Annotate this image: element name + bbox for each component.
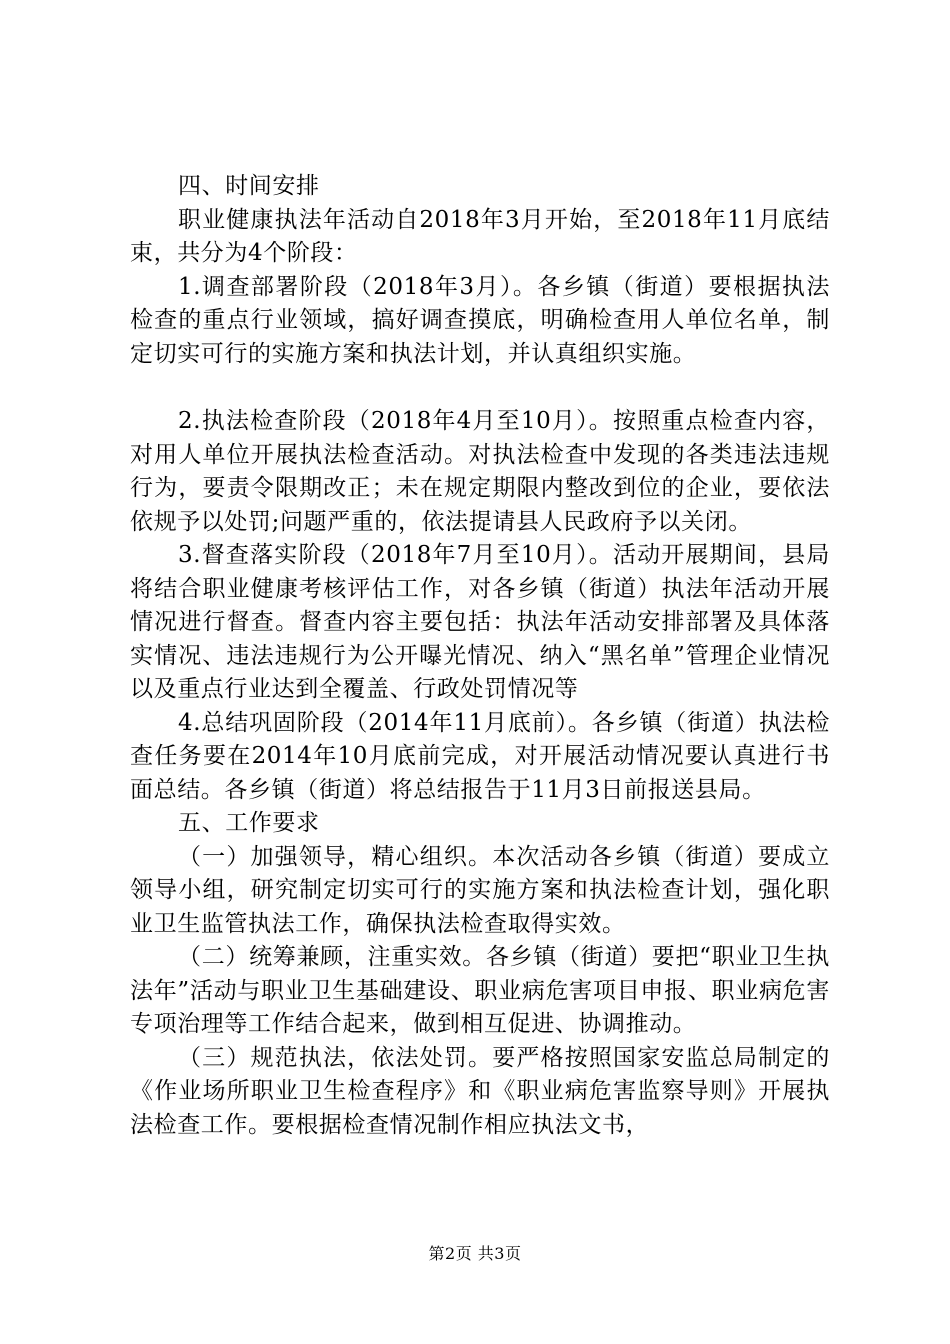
requirement-3-paragraph: （三）规范执法，依法处罚。要严格按照国家安监总局制定的《作业场所职业卫生检查程序》和《职业病危害监察导则》开展执法检查工作。要根据检查情况制作相应执法文书， <box>130 1044 830 1138</box>
requirement-2-paragraph: （二）统筹兼顾，注重实效。各乡镇（街道）要把“职业卫生执法年”活动与职业卫生基础建设、职业病危害项目申报、职业病危害专项治理等工作结合起来，做到相互促进、协调推动。 <box>130 944 830 1037</box>
page-number-footer: 第2页 共3页 <box>428 1244 522 1263</box>
document-body <box>130 170 830 1142</box>
section-heading-schedule: 四、时间安排 <box>178 173 320 199</box>
requirement-1-paragraph: （一）加强领导，精心组织。本次活动各乡镇（街道）要成立领导小组，研究制定切实可行的实施方案和执法检查计划，强化职业卫生监管执法工作，确保执法检查取得实效。 <box>130 843 830 937</box>
stage-4-paragraph: 4.总结巩固阶段（2014年11月底前）。各乡镇（街道）执法检查任务要在2014年10月底前完成，对开展活动情况要认真进行书面总结。各乡镇（街道）将总结报告于11月3日前报送县局。 <box>130 709 830 803</box>
schedule-intro-paragraph: 职业健康执法年活动自2018年3月开始，至2018年11月底结束，共分为4个阶段： <box>130 206 830 266</box>
stage-1-paragraph: 1.调查部署阶段（2018年3月）。各乡镇（街道）要根据执法检查的重点行业领域，搞好调查摸底，明确检查用人单位名单，制定切实可行的实施方案和执法计划，并认真组织实施。 <box>130 273 830 367</box>
stage-2-paragraph: 2.执法检查阶段（2018年4月至10月）。按照重点检查内容，对用人单位开展执法检查活动。对执法检查中发现的各类违法违规行为，要责令限期改正；未在规定期限内整改到位的企业，要依法依规予以处罚;问题严重的，依法提请县人民政府予以关闭。 <box>130 408 830 535</box>
stage-3-paragraph: 3.督查落实阶段（2018年7月至10月）。活动开展期间，县局将结合职业健康考核评估工作，对各乡镇（街道）执法年活动开展情况进行督查。督查内容主要包括：执法年活动安排部署及具体落实情况、违法违规行为公开曝光情况、纳入“黑名单”管理企业情况以及重点行业达到全覆盖、行政处罚情况等 <box>130 542 830 702</box>
section-heading-requirements: 五、工作要求 <box>178 810 320 836</box>
